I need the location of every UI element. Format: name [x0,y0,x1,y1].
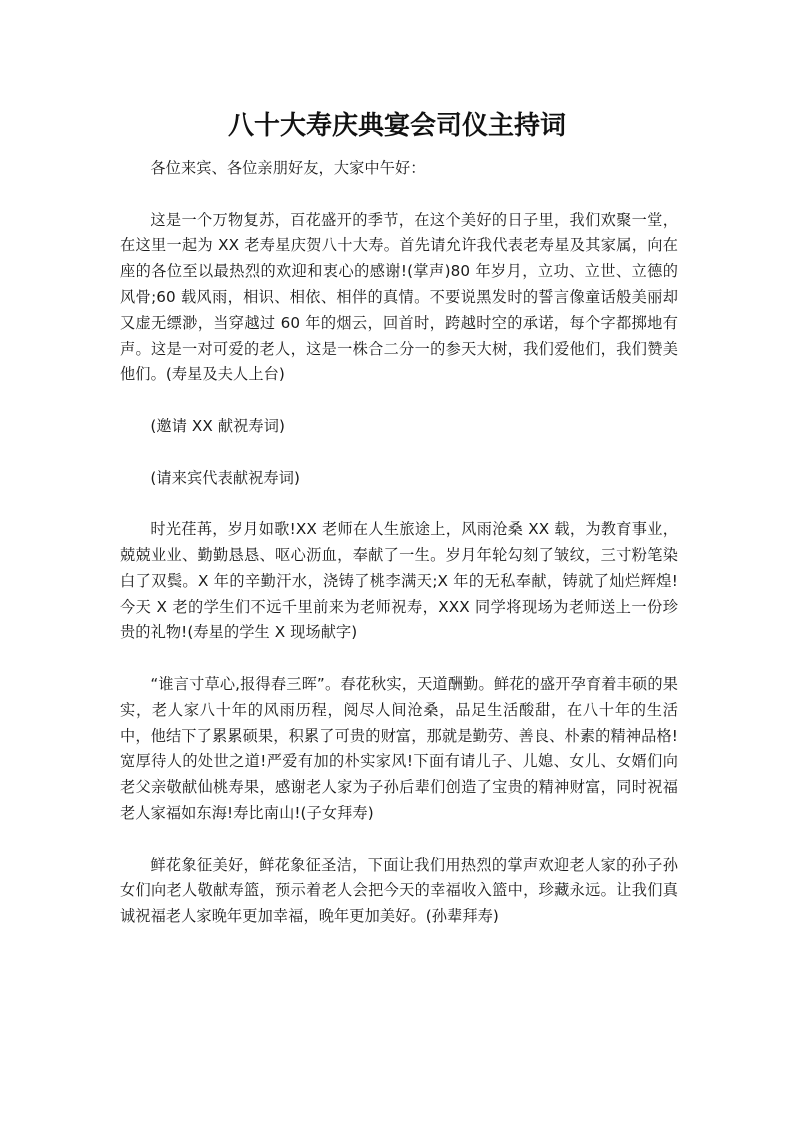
document-body [120,156,678,956]
opening-paragraph: 这是一个万物复苏，百花盛开的季节，在这个美好的日子里，我们欢聚一堂，在这里一起为 XX 老寿星庆贺八十大寿。首先请允许我代表老寿星及其家属，向在座的各位至以最热烈的欢迎和衷心的感谢!(掌声)80 年岁月，立功、立世、立德的风骨;60 载风雨，相识、相依、相伴的真情。不要说黑发时的誓言像童话般美丽却又虚无缥渺，当穿越过 60 年的烟云，回首时，跨越时空的承诺，每个字都掷地有声。这是一对可爱的老人，这是一株合二分一的参天大树，我们爱他们，我们赞美他们。(寿星及夫人上台) [120,210,678,384]
children-tribute-paragraph: “谁言寸草心,报得春三晖”。春花秋实，天道酬勤。鲜花的盛开孕育着丰硕的果实，老人家八十年的风雨历程，阅尽人间沧桑，品足生活酸甜，在八十年的生活中，他结下了累累硕果，积累了可贵的财富，那就是勤劳、善良、朴素的精神品格!宽厚待人的处世之道!严爱有加的朴实家风!下面有请儿子、儿媳、女儿、女婿们向老父亲敬献仙桃寿果，感谢老人家为子孙后辈们创造了宝贵的精神财富，同时祝福老人家福如东海!寿比南山!(子女拜寿) [120,674,678,822]
greeting-paragraph: 各位来宾、各位亲朋好友，大家中午好： [150,159,426,177]
document-title: 八十大寿庆典宴会司仪主持词 [227,111,566,141]
guest-speech-note-paragraph: (请来宾代表献祝寿词) [150,468,301,487]
teacher-tribute-paragraph: 时光荏苒，岁月如歌!XX 老师在人生旅途上，风雨沧桑 XX 载，为教育事业，兢兢业业、勤勤恳恳、呕心沥血，奉献了一生。岁月年轮勾刻了皱纹，三寸粉笔染白了双鬓。X 年的辛勤汗水，浇铸了桃李满天;X 年的无私奉献，铸就了灿烂辉煌!今天 X 老的学生们不远千里前来为老师祝寿，XXX 同学将现场为老师送上一份珍贵的礼物!(寿星的学生 X 现场献字) [120,520,678,642]
grandchildren-tribute-paragraph: 鲜花象征美好，鲜花象征圣洁，下面让我们用热烈的掌声欢迎老人家的孙子孙女们向老人敬献寿篮，预示着老人会把今天的幸福收入篮中，珍藏永远。让我们真诚祝福老人家晚年更加幸福，晚年更加美好。(孙辈拜寿) [120,855,678,926]
invitation-note-paragraph: (邀请 XX 献祝寿词) [150,416,286,435]
